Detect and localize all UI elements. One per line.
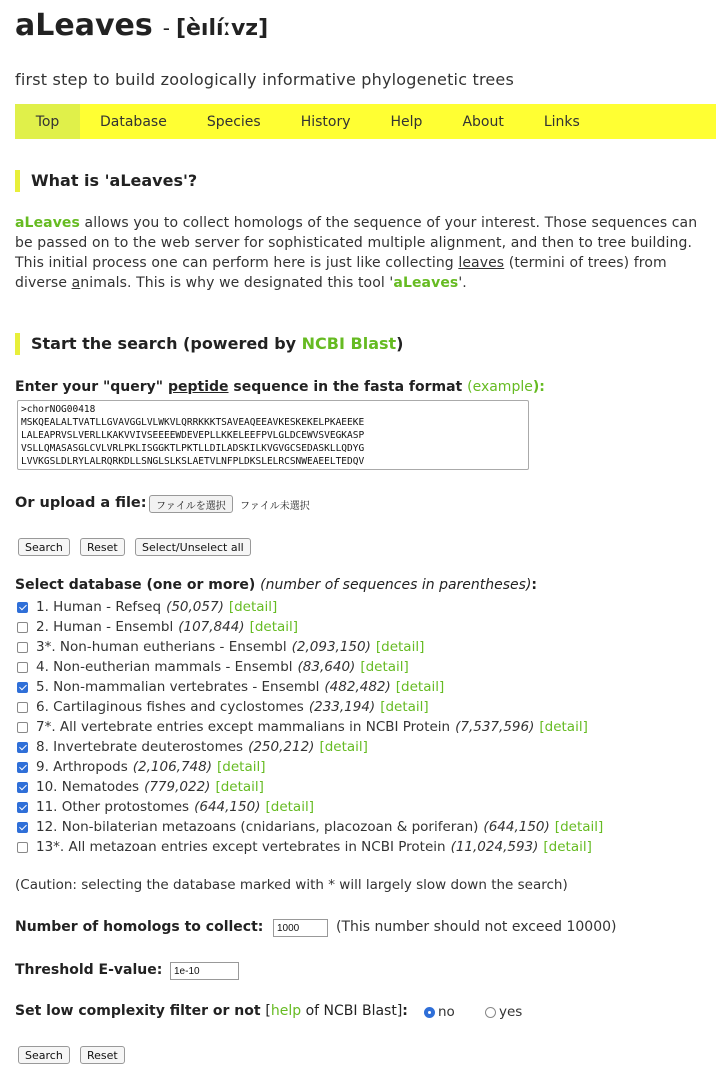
search-heading-text: Start the search (powered by [31, 334, 302, 353]
database-option[interactable] [15, 697, 705, 717]
filter-bracket-open: [ [265, 1003, 271, 1019]
query-label-mid: sequence in the fasta format [228, 379, 468, 395]
database-option[interactable] [15, 717, 705, 737]
database-checkbox[interactable] [17, 602, 28, 613]
filter-no-option[interactable] [424, 1004, 455, 1020]
database-option-count: (107,844) [178, 619, 245, 635]
database-option-count: (644,150) [483, 819, 550, 835]
search-heading [15, 333, 403, 355]
database-option-count: (83,640) [297, 659, 356, 675]
filter-of: of NCBI Blast [301, 1003, 397, 1019]
database-option-count: (2,093,150) [291, 639, 371, 655]
nav-about[interactable]: About [462, 113, 504, 130]
database-option-label: 12. Non-bilaterian metazoans (cnidarians, placozoan & poriferan) [36, 819, 479, 835]
filter-yes-option[interactable] [485, 1004, 522, 1020]
database-option[interactable] [15, 757, 705, 777]
database-detail-link[interactable]: [detail] [265, 799, 314, 815]
homologs-note: (This number should not exceed 10000) [336, 919, 617, 935]
nav-help[interactable]: Help [390, 113, 423, 130]
tagline: first step to build zoologically informative phylogenetic trees [15, 70, 515, 89]
query-textarea[interactable] [17, 400, 529, 470]
database-list [15, 597, 705, 857]
intro-name: aLeaves [15, 215, 80, 231]
database-option[interactable] [15, 617, 705, 637]
filter-no-radio[interactable] [424, 1007, 435, 1018]
database-option[interactable] [15, 837, 705, 857]
database-detail-link[interactable]: [detail] [395, 679, 445, 695]
example-link[interactable]: example [472, 379, 533, 395]
database-option-label: 8. Invertebrate deuterostomes [36, 739, 244, 755]
database-detail-link[interactable]: [detail] [360, 659, 409, 675]
database-label-note: (number of sequences in parentheses) [260, 577, 532, 593]
database-option-label: 11. Other protostomes [36, 799, 190, 815]
nav-links[interactable]: Links [543, 113, 580, 130]
filter-label-text: Set low complexity filter or not [15, 1003, 266, 1019]
database-option-count: (11,024,593) [450, 839, 539, 855]
database-option-count: (482,482) [324, 679, 391, 695]
intro-text-3: nimals. This is why we designated this tool ' [80, 275, 394, 291]
homologs-input[interactable] [273, 919, 328, 937]
intro-text-4: '. [458, 275, 467, 291]
homologs-label: Number of homologs to collect: [15, 919, 264, 935]
file-status: ファイル未選択 [240, 501, 310, 512]
intro-a: a [71, 275, 81, 291]
reset-button-bottom[interactable]: Reset [80, 1046, 125, 1064]
database-detail-link[interactable]: [detail] [249, 619, 299, 635]
database-checkbox[interactable] [17, 722, 28, 733]
main-nav [15, 104, 716, 139]
database-detail-link[interactable]: [detail] [375, 639, 425, 655]
database-option-label: 7*. All vertebrate entries except mammalians in NCBI Protein [36, 719, 451, 735]
database-option-label: 13*. All metazoan entries except vertebrates in NCBI Protein [36, 839, 446, 855]
database-checkbox[interactable] [17, 802, 28, 813]
database-option-label: 4. Non-eutherian mammals - Ensembl [36, 659, 293, 675]
intro-text-1: allows you to collect homologs of the sequence of your interest. Those sequences can be passed on to the web server for sophisticated multiple alignment, and then to tree building. This initial process one can perform here is just like collecting [15, 215, 698, 271]
database-option-count: (7,537,596) [455, 719, 535, 735]
database-detail-link[interactable]: [detail] [543, 839, 592, 855]
database-checkbox[interactable] [17, 622, 28, 633]
search-button-top[interactable]: Search [18, 538, 70, 556]
database-option[interactable] [15, 677, 705, 697]
query-label-peptide: peptide [167, 379, 229, 395]
database-checkbox[interactable] [17, 762, 28, 773]
upload-label: Or upload a file: [15, 495, 147, 511]
database-checkbox[interactable] [17, 682, 28, 693]
database-detail-link[interactable]: [detail] [319, 739, 368, 755]
database-checkbox[interactable] [17, 742, 28, 753]
example-paren-open: ( [467, 379, 473, 395]
database-checkbox[interactable] [17, 842, 28, 853]
database-option-label: 6. Cartilaginous fishes and cyclostomes [36, 699, 304, 715]
query-label [15, 379, 545, 395]
database-option-count: (233,194) [308, 699, 376, 715]
title-text: aLeaves [15, 8, 153, 43]
database-option[interactable] [15, 657, 705, 677]
database-detail-link[interactable]: [detail] [539, 719, 588, 735]
database-label-colon: : [531, 577, 538, 593]
database-option[interactable] [15, 817, 705, 837]
database-option-label: 1. Human - Refseq [36, 599, 162, 615]
evalue-input[interactable] [170, 962, 239, 980]
example-paren-close: ): [532, 379, 545, 395]
filter-no-label: no [438, 1004, 455, 1020]
database-option-label: 2. Human - Ensembl [36, 619, 174, 635]
database-option[interactable] [15, 777, 705, 797]
caution-note: (Caution: selecting the database marked with * will largely slow down the search) [15, 877, 568, 893]
database-option-label: 9. Arthropods [36, 759, 128, 775]
nav-database[interactable]: Database [100, 113, 167, 130]
nav-species[interactable]: Species [206, 113, 261, 130]
database-label [15, 577, 537, 593]
database-checkbox[interactable] [17, 822, 28, 833]
database-option[interactable] [15, 637, 705, 657]
database-option-count: (50,057) [166, 599, 224, 615]
database-option-count: (644,150) [194, 799, 261, 815]
filter-yes-label: yes [499, 1004, 523, 1020]
database-checkbox[interactable] [17, 702, 28, 713]
title-pronunciation: [èılíːvz] [175, 16, 269, 41]
database-detail-link[interactable]: [detail] [554, 819, 604, 835]
database-label-pre: Select database (one or more) [15, 577, 261, 593]
database-option[interactable] [15, 597, 705, 617]
filter-bracket-close: ] [396, 1003, 403, 1019]
database-option-count: (779,022) [144, 779, 211, 795]
intro-paragraph [15, 213, 705, 293]
filter-yes-radio[interactable] [485, 1007, 496, 1018]
database-option-count: (2,106,748) [132, 759, 213, 775]
reset-button-top[interactable]: Reset [80, 538, 125, 556]
filter-help-link[interactable]: help [270, 1003, 302, 1019]
select-all-button[interactable]: Select/Unselect all [135, 538, 251, 556]
database-option[interactable] [15, 797, 705, 817]
database-option-label: 5. Non-mammalian vertebrates - Ensembl [36, 679, 320, 695]
search-heading-close: ) [396, 334, 404, 353]
choose-file-button[interactable]: ファイルを選択 [149, 495, 233, 513]
intro-text-2: (termini of trees) from diverse [15, 255, 667, 291]
database-checkbox[interactable] [17, 782, 28, 793]
query-label-pre: Enter your "query" [15, 379, 168, 395]
database-option[interactable] [15, 737, 705, 757]
filter-label [15, 1003, 408, 1019]
nav-history[interactable]: History [300, 113, 351, 130]
search-button-bottom[interactable]: Search [18, 1046, 70, 1064]
intro-name-2: aLeaves [393, 275, 459, 291]
database-checkbox[interactable] [17, 642, 28, 653]
database-option-label: 3*. Non-human eutherians - Ensembl [36, 639, 287, 655]
title-separator: - [162, 16, 170, 40]
database-detail-link[interactable]: [detail] [215, 779, 264, 795]
database-detail-link[interactable]: [detail] [380, 699, 429, 715]
database-detail-link[interactable]: [detail] [228, 599, 278, 615]
filter-colon: : [402, 1003, 408, 1019]
database-option-label: 10. Nematodes [36, 779, 140, 795]
database-checkbox[interactable] [17, 662, 28, 673]
evalue-label: Threshold E-value: [15, 962, 163, 978]
database-option-count: (250,212) [248, 739, 315, 755]
nav-top[interactable]: Top [15, 104, 80, 139]
site-title [15, 8, 268, 43]
ncbi-blast-link[interactable]: NCBI Blast [301, 334, 397, 353]
intro-leaves: leaves [458, 255, 505, 271]
intro-heading: What is 'aLeaves'? [15, 170, 197, 192]
database-detail-link[interactable]: [detail] [217, 759, 266, 775]
